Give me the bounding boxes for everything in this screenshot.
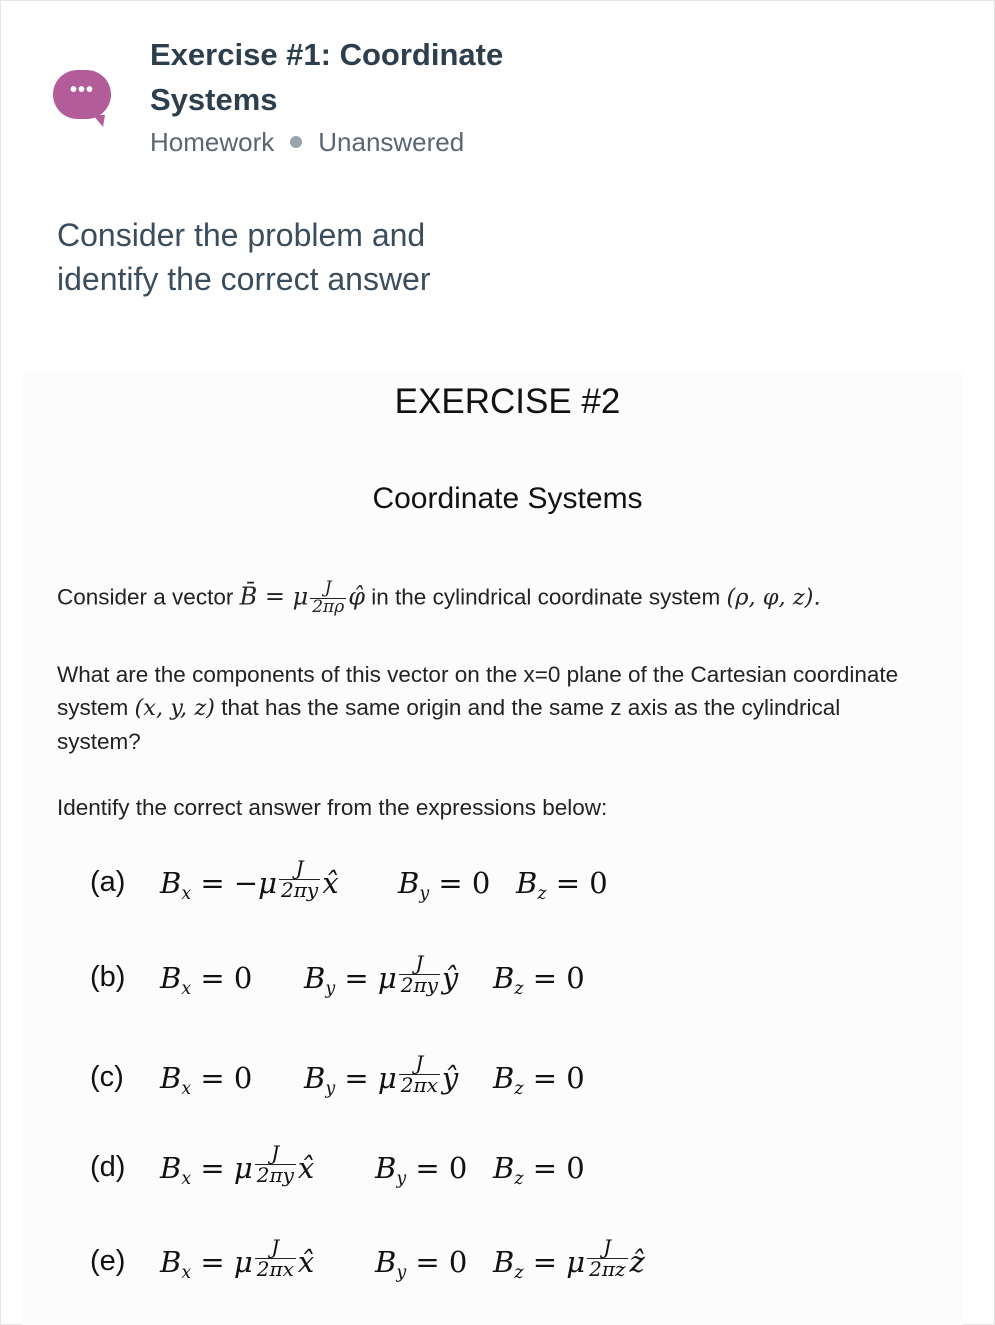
meta-line	[150, 125, 464, 159]
page-title: Exercise #1: Coordinate Systems	[150, 37, 504, 117]
question-text: What are the components of this vector on the x=0 plane of the Cartesian coordinate system (x, y, z) that has the same origin and the same z axis as the cylindrical system?	[57, 662, 899, 754]
cylindrical-coords: (ρ, φ, z).	[726, 584, 821, 611]
cartesian-coords: (x, y, z)	[134, 695, 215, 721]
avatar	[53, 70, 111, 119]
question-prompt: Consider the problem and identify the correct answer	[57, 217, 431, 297]
separator-dot-icon	[290, 136, 302, 148]
speech-bubble-ellipsis-icon: •••	[69, 79, 94, 101]
status-label: Unanswered	[318, 127, 465, 157]
option-label: (d)	[90, 1151, 126, 1183]
option-label: (a)	[90, 866, 126, 898]
option-label: (b)	[90, 961, 126, 993]
exercise-title: EXERCISE #2	[394, 382, 621, 421]
option-label: (e)	[90, 1245, 126, 1277]
category-label: Homework	[150, 127, 275, 157]
option-label: (c)	[90, 1061, 124, 1093]
instruction-text: Identify the correct answer from the expressions below:	[57, 795, 608, 820]
exercise-subtitle: Coordinate Systems	[372, 482, 643, 515]
intro-text: Consider a vector B̄ = μ $\frac{J}{2\pi\rho}$ φ̂ in the cylindrical coordinate system (ρ, φ, z).	[57, 578, 821, 617]
